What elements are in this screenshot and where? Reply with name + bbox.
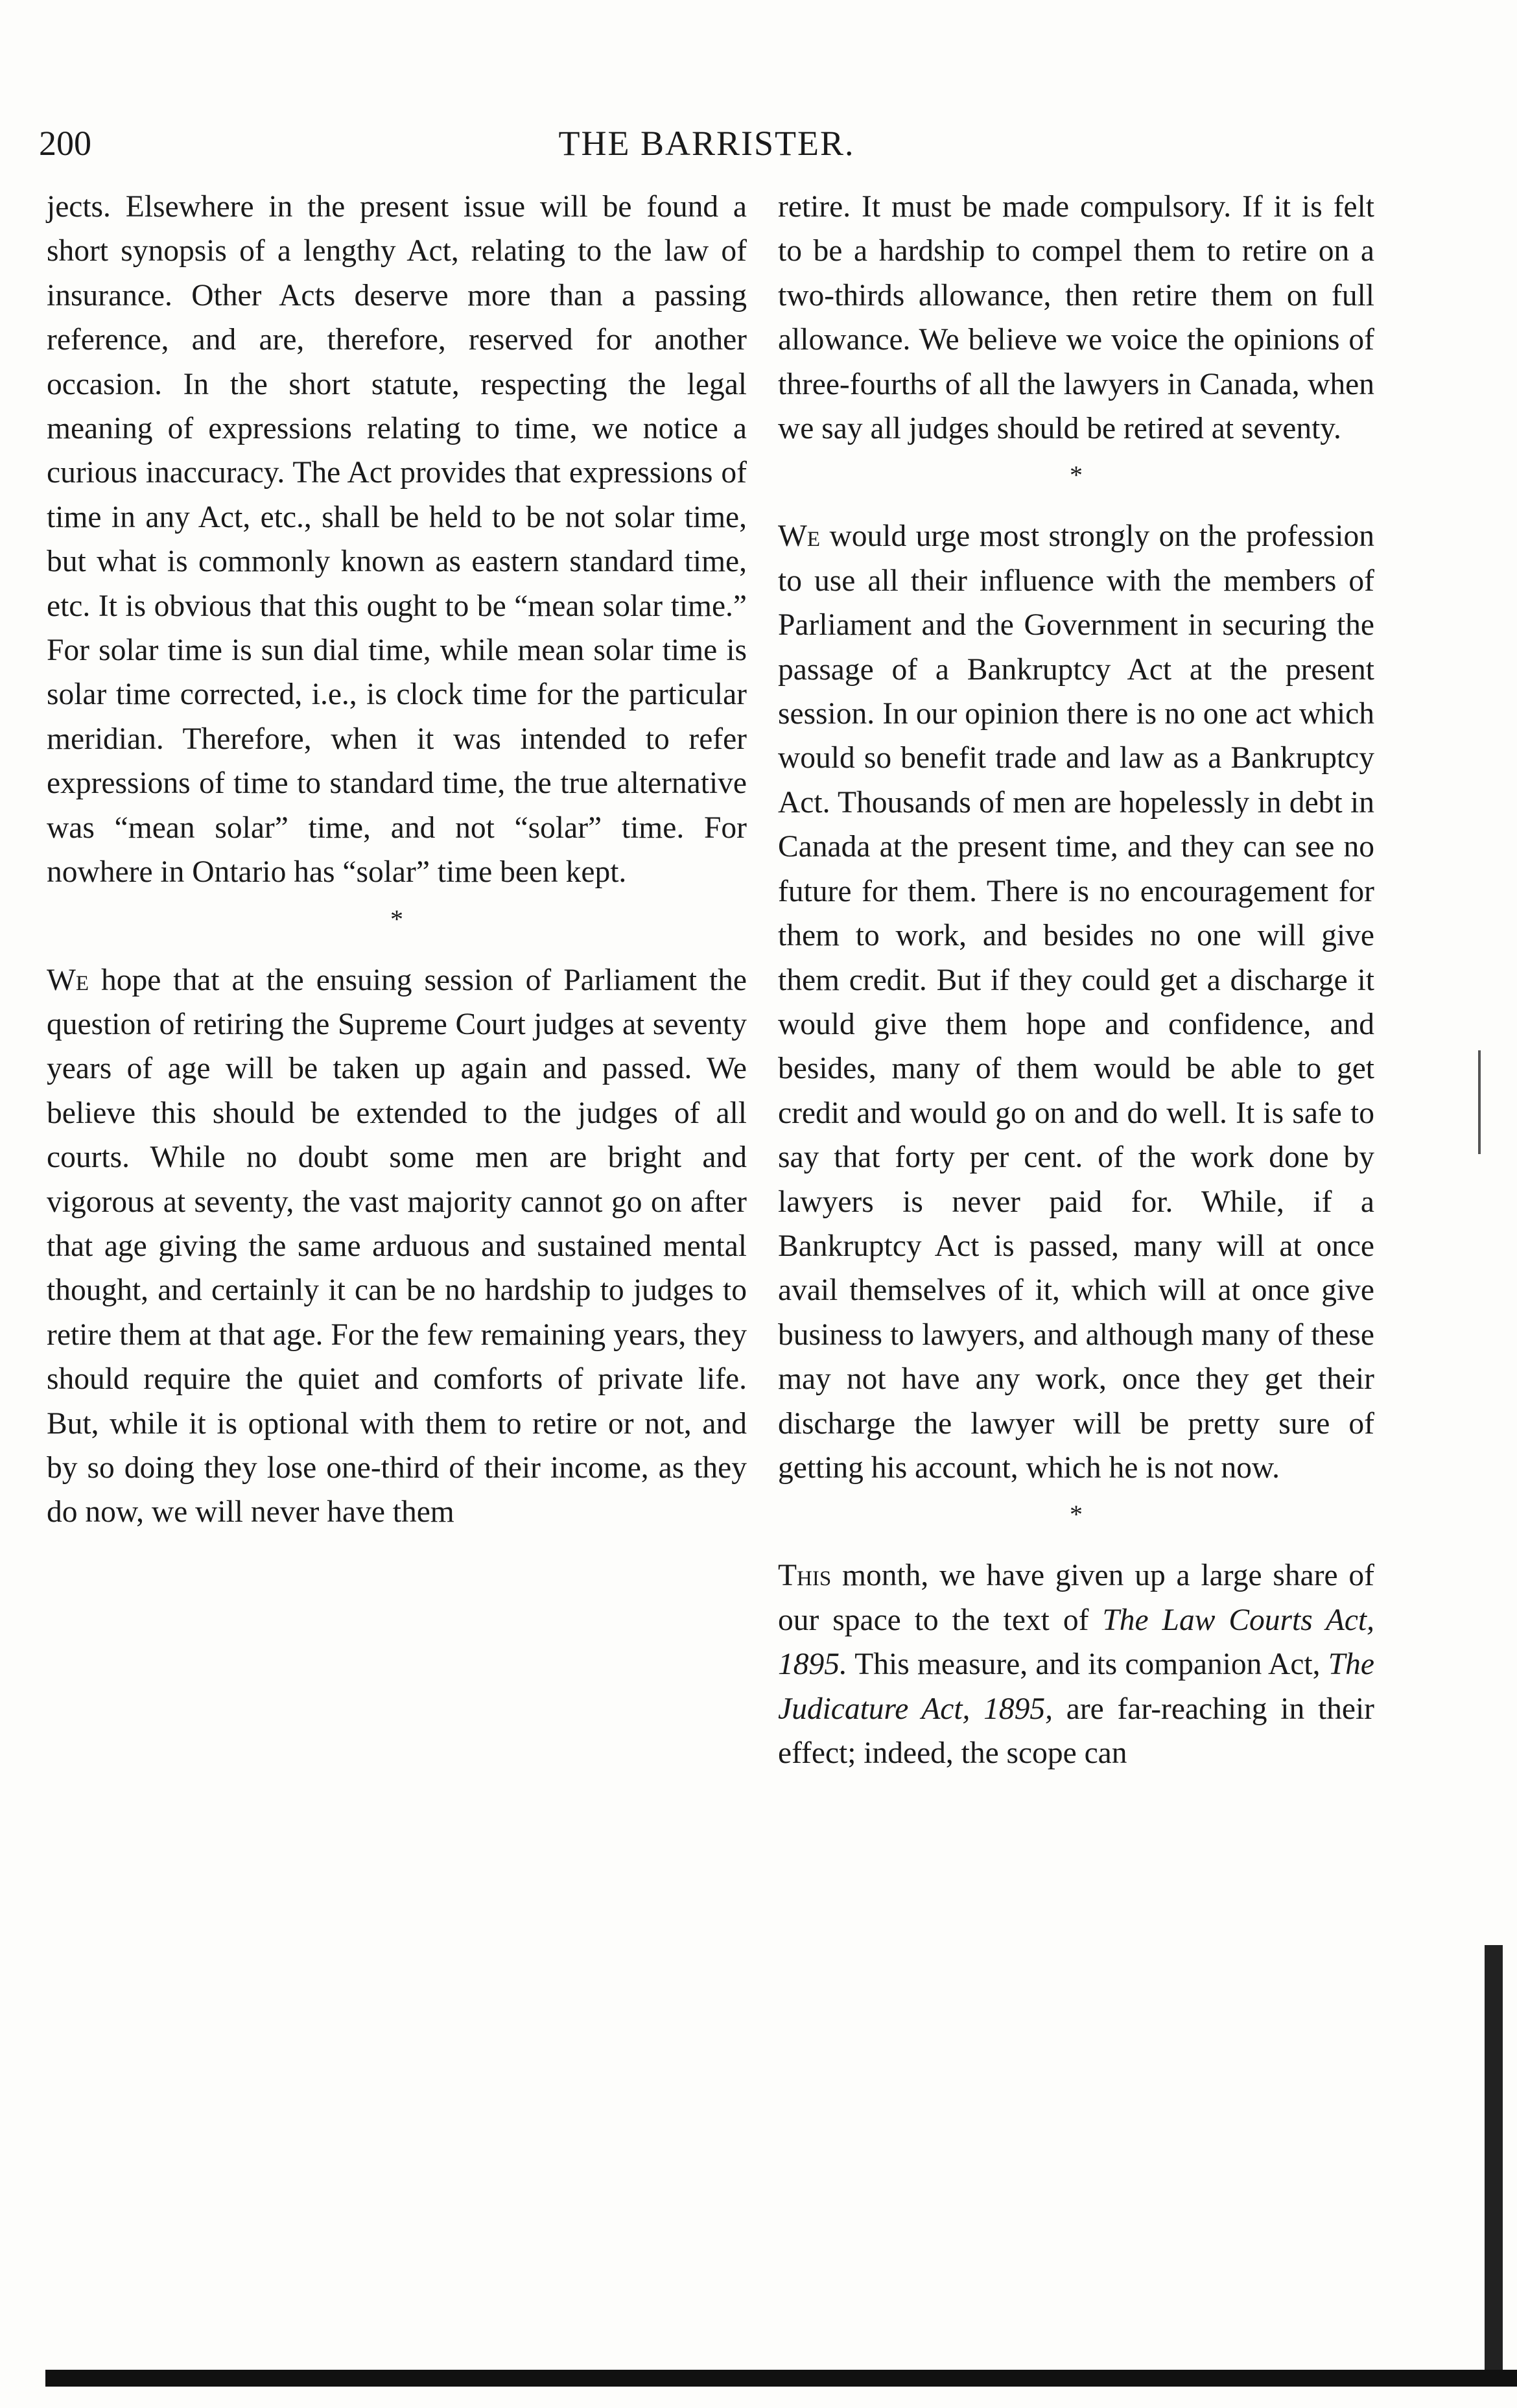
paragraph-text: This measure, and its companion Act, <box>847 1647 1328 1682</box>
left-paragraph-2 <box>47 958 747 1535</box>
left-column <box>47 185 747 1535</box>
paragraph-text: are far-reaching in their effect; indeed, the scope can <box>778 1692 1374 1770</box>
lead-word: We <box>47 963 89 997</box>
paragraph-text: would urge most strongly on the profession to use all their influence with the members of Parliament and the Government in securing the passage of a Bankruptcy Act at the present session. In our opinion there is no one act which would so benefit trade and law as a Bankruptcy Act. Thousands of men are hopelessly in debt in Canada at the present time, and they can see no future for them. There is no encouragement for them to work, and besides no one will give them credit. But if they could get a discharge it would give them hope and confidence, and besides, many of them would be able to get credit and would go on and do well. It is safe to say that forty per cent. of the work done by lawyers is never paid for. While, if a Bankruptcy Act is passed, many will at once avail themselves of it, which will at once give business to lawyers, and although many of these may not have any work, once they get their discharge the lawyer will be pretty sure of getting his account, which he is not now. <box>778 519 1374 1485</box>
paragraph-text: hope that at the ensuing session of Parliament the question of retiring the Supreme Court judges at seventy years of age will be taken up again and passed. We believe this should be extended to the judges of all courts. While no doubt some men are bright and vigorous at seventy, the vast majority cannot go on after that age giving the same arduous and sustained mental thought, and certainly it can be no hardship to judges to retire them at that age. For the few remaining years, they should require the quiet and comforts of private life. But, while it is optional with them to retire or not, and by so doing they lose one-third of their income, as they do now, we will never have them <box>47 963 747 1529</box>
scan-bottom-edge <box>45 2370 1517 2387</box>
scan-edge-shadow <box>1485 1945 1503 2386</box>
left-paragraph-1: jects. Elsewhere in the present issue will be found a short synopsis of a lengthy Act, relating to the law of insurance. Other Acts deserve more than a passing reference, and are, therefore, reserved for another occasion. In the short statute, respecting the legal meaning of expressions relating to time, we notice a curious inaccuracy. The Act provides that expressions of time in any Act, etc., shall be held to be not solar time, but what is commonly known as eastern standard time, etc. It is obvious that this ought to be “mean solar time.” For solar time is sun dial time, while mean solar time is solar time corrected, i.e., is clock time for the particular meridian. Therefore, when it was intended to refer expressions of time to standard time, the true alternative was “mean solar” time, and not “solar” time. For nowhere in Ontario has “solar” time been kept. <box>47 190 747 890</box>
right-column <box>778 185 1374 1775</box>
act-title-law-courts: The Law Courts Act, 1895. <box>778 1603 1374 1682</box>
page-header <box>39 123 1374 175</box>
right-paragraph-2 <box>778 514 1374 1490</box>
right-paragraph-3 <box>778 1553 1374 1775</box>
right-paragraph-1: retire. It must be made compulsory. If it is felt to be a hardship to compel them to retire on a two-thirds allowance, then retire them on full allowance. We believe we voice the opinions of three-fourths of all the lawyers in Canada, when we say all judges should be retired at seventy. <box>778 190 1374 446</box>
scan-margin-mark <box>1478 1050 1481 1154</box>
lead-word: We <box>778 519 820 554</box>
page-number: 200 <box>39 124 91 163</box>
section-separator: * <box>390 904 403 934</box>
act-title-judicature: The Judicature Act, 1895, <box>778 1647 1374 1726</box>
paragraph-text: month, we have given up a large share of our space to the text of <box>778 1559 1374 1637</box>
section-separator: * <box>1070 1500 1083 1529</box>
section-separator: * <box>1070 460 1083 490</box>
running-title: THE BARRISTER. <box>558 124 855 163</box>
lead-word: This <box>778 1559 832 1593</box>
